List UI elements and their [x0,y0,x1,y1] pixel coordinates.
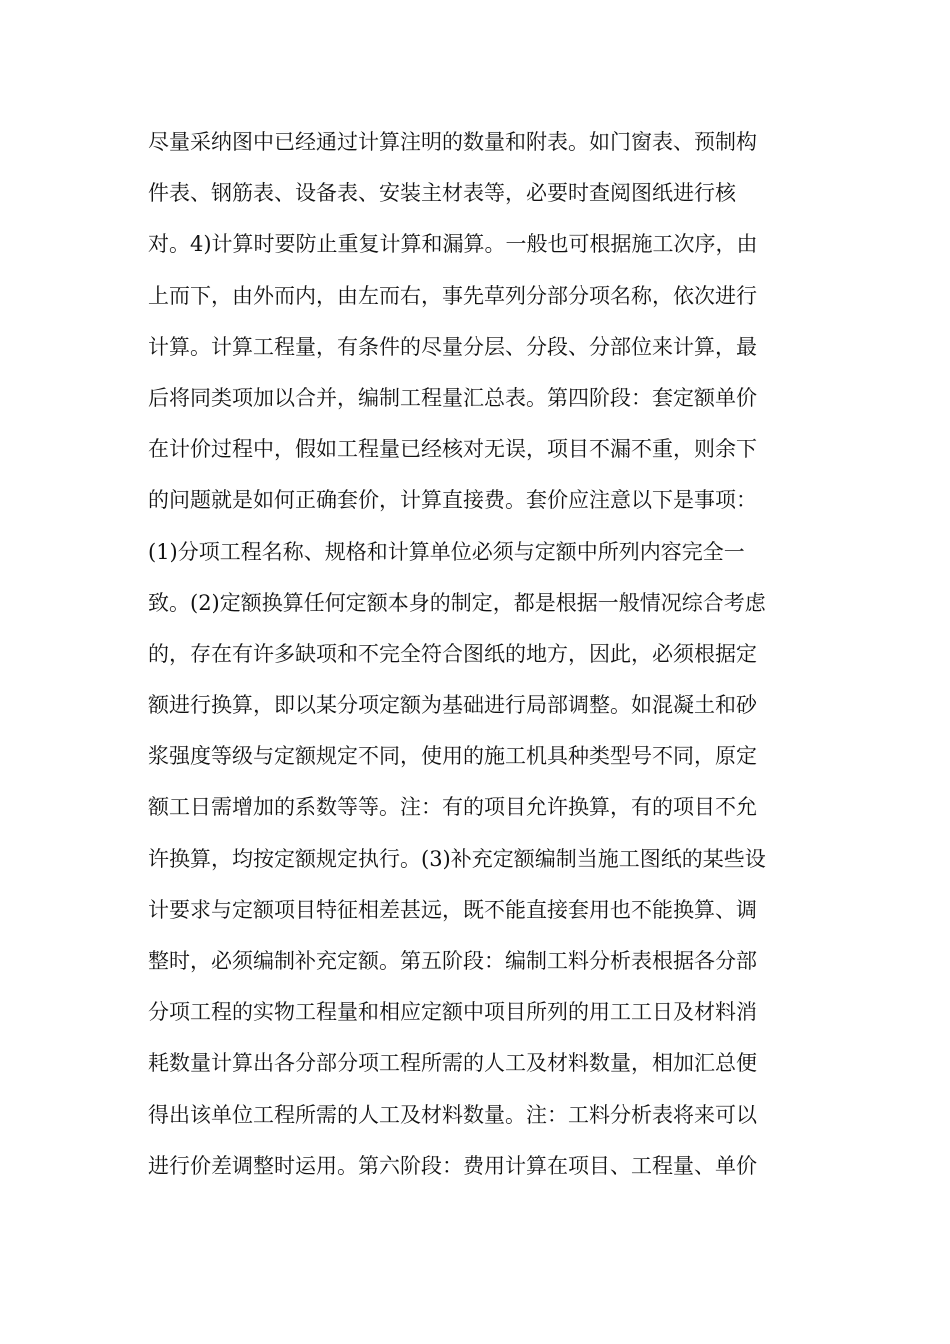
text-line: 得出该单位工程所需的人工及材料数量。注：工料分析表将来可以 [148,1102,757,1127]
text-line: 的问题就是如何正确套价，计算直接费。套价应注意以下是事项： [148,488,757,513]
text-line: (1)分项工程名称、规格和计算单位必须与定额中所列内容完全一 [148,539,745,564]
text-line: 整时，必须编制补充定额。第五阶段：编制工料分析表根据各分部 [148,949,757,973]
text-line: 件表、钢筋表、设备表、安装主材表等，必要时查阅图纸进行核 [148,181,736,206]
text-line: 的，存在有许多缺项和不完全符合图纸的地方，因此，必须根据定 [148,641,757,666]
text-line: 尽量采纳图中已经通过计算注明的数量和附表。如门窗表、预制构 [148,130,757,154]
text-line: 额进行换算，即以某分项定额为基础进行局部调整。如混凝土和砂 [148,693,757,718]
text-line: 分项工程的实物工程量和相应定额中项目所列的用工工日及材料消 [148,1000,757,1025]
text-line: 许换算，均按定额规定执行。(3)补充定额编制当施工图纸的某些设 [148,846,766,871]
body-text [148,117,808,1192]
text-line: 浆强度等级与定额规定不同，使用的施工机具种类型号不同，原定 [148,744,757,769]
text-line: 上而下，由外而内，由左而右，事先草列分部分项名称，依次进行 [148,283,757,308]
text-line: 后将同类项加以合并，编制工程量汇总表。第四阶段：套定额单价 [148,385,757,410]
text-line: 致。(2)定额换算任何定额本身的制定，都是根据一般情况综合考虑 [148,590,766,615]
text-line: 在计价过程中，假如工程量已经核对无误，项目不漏不重，则余下 [148,437,757,462]
text-line: 耗数量计算出各分部分项工程所需的人工及材料数量，相加汇总便 [148,1051,757,1076]
text-line: 进行价差调整时运用。第六阶段：费用计算在项目、工程量、单价 [148,1153,757,1178]
text-line: 额工日需增加的系数等等。注：有的项目允许换算，有的项目不允 [148,795,757,820]
text-line: 计要求与定额项目特征相差甚远，既不能直接套用也不能换算、调 [148,897,757,922]
text-line: 计算。计算工程量，有条件的尽量分层、分段、分部位来计算，最 [148,334,757,359]
text-line: 对。4)计算时要防止重复计算和漏算。一般也可根据施工次序，由 [148,232,758,257]
